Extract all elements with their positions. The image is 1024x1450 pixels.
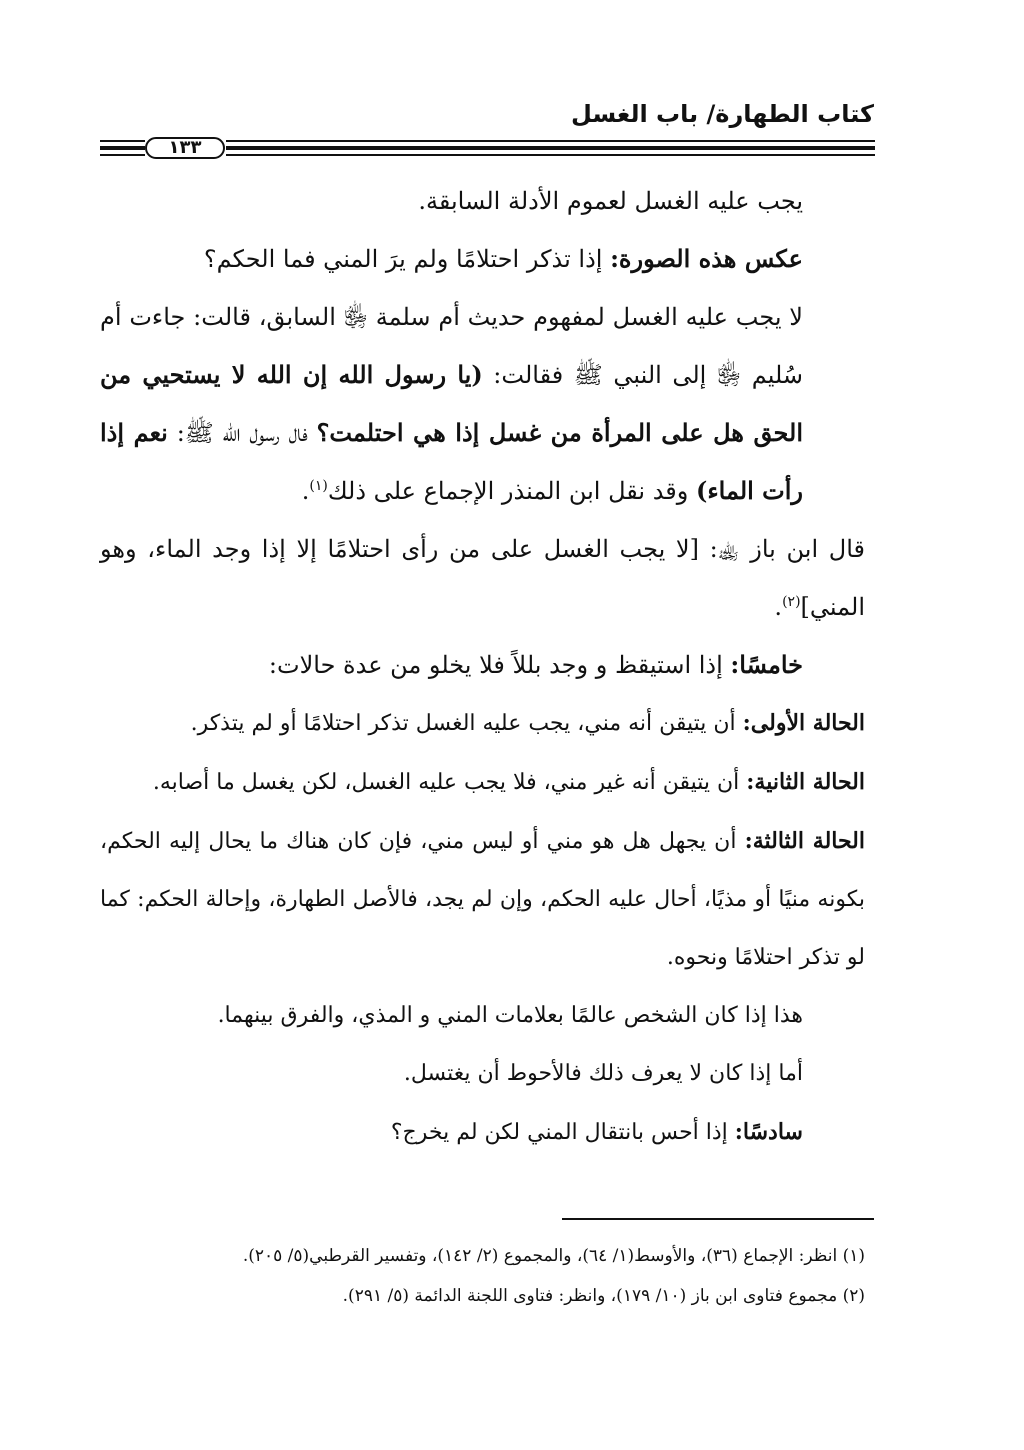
sixth-text: إذا أحس بانتقال المني لكن لم يخرج؟ — [390, 1120, 735, 1145]
header-rule — [100, 137, 875, 159]
footnote-ref-2: (٢) — [782, 594, 801, 610]
main-text — [100, 172, 865, 1162]
running-header-title: كتاب الطهارة/ باب الغسل — [571, 100, 874, 128]
footnote-ref-1: (١) — [309, 478, 328, 494]
case-1-heading: الحالة الأولى: — [742, 710, 865, 736]
page-number: ١٣٣ — [145, 137, 225, 159]
note-1-text: هذا إذا كان الشخص عالمًا بعلامات المني و المذي، والفرق بينهما. — [217, 1003, 803, 1028]
question-paragraph — [100, 230, 865, 288]
paragraph-case-3 — [100, 812, 865, 987]
ibn-baz-quote: قال ابن باز ﵀: [لا يجب الغسل على من رأى احتلامًا إلا إذا وجد الماء، وهو المني] — [100, 535, 865, 621]
case-3-heading: الحالة الثالثة: — [744, 828, 865, 854]
question-heading: عكس هذه الصورة: — [610, 244, 803, 273]
footnote-1: (١) انظر: الإجماع (٣٦)، والأوسط(١/ ٦٤)، والمجموع (٢/ ١٤٢)، وتفسير القرطبي(٥/ ٢٠٥). — [242, 1246, 865, 1266]
paragraph-ibn-baz — [100, 520, 865, 636]
case-3-text: أن يجهل هل هو مني أو ليس مني، فإن كان هناك ما يحال إليه الحكم، بكونه منيًا أو مذيًا، أحال عليه الحكم، وإن لم يجد، فالأصل الطهارة، وإحالة الحكم: كما لو تذكر احتلامًا ونحوه. — [100, 829, 865, 970]
hadith-intro: لا يجب عليه الغسل لمفهوم حديث أم سلمة ﵂ السابق، قالت: جاءت أم سُليم ﵂ إلى النبي ﷺ فقالت: — [100, 303, 804, 389]
note-2-text: أما إذا كان لا يعرف ذلك فالأحوط أن يغتسل. — [403, 1061, 803, 1086]
header-rule-right — [226, 140, 875, 156]
case-2-heading: الحالة الثانية: — [746, 769, 865, 795]
paragraph-1 — [100, 172, 865, 230]
sixth-heading: سادسًا: — [734, 1119, 803, 1145]
hadith-quote-1: (يا رسول الله إن الله لا يستحيي من الحق هل على المرأة من غسل إذا هي احتلمت؟ — [100, 360, 804, 447]
paragraph-note-2 — [100, 1045, 865, 1103]
paragraph-note-1 — [100, 987, 865, 1045]
hadith-end: وقد نقل ابن المنذر الإجماع على ذلك — [327, 477, 696, 505]
paragraph-1-text: يجب عليه الغسل لعموم الأدلة السابقة. — [418, 187, 803, 215]
paragraph-case-1 — [100, 694, 865, 753]
fifth-heading: خامسًا: — [730, 650, 803, 679]
hadith-mid: فال رسول الله ﷺ: — [167, 419, 317, 447]
footnote-2: (٢) مجموع فتاوى ابن باز (١٠/ ١٧٩)، وانظر: فتاوى اللجنة الدائمة (٥/ ٢٩١). — [342, 1286, 865, 1306]
case-1-text: أن يتيقن أنه مني، يجب عليه الغسل تذكر احتلامًا أو لم يتذكر. — [190, 711, 743, 736]
hadith-period: . — [301, 477, 310, 505]
hadith-quote-2: نعم إذا رأت الماء) — [100, 418, 803, 505]
header-rule-left — [100, 140, 145, 156]
case-2-text: أن يتيقن أنه غير مني، فلا يجب عليه الغسل، لكن يغسل ما أصابه. — [152, 770, 747, 795]
paragraph-fifth — [100, 636, 865, 694]
fifth-text: إذا استيقظ و وجد بللاً فلا يخلو من عدة حالات: — [268, 651, 731, 679]
paragraph-hadith — [100, 288, 865, 520]
question-text: إذا تذكر احتلامًا ولم يرَ المني فما الحكم؟ — [203, 245, 611, 273]
paragraph-case-2 — [100, 753, 865, 812]
footnotes — [100, 1236, 865, 1316]
footnote-separator — [562, 1218, 874, 1220]
ibn-baz-period: . — [774, 593, 783, 621]
paragraph-sixth — [100, 1103, 865, 1162]
